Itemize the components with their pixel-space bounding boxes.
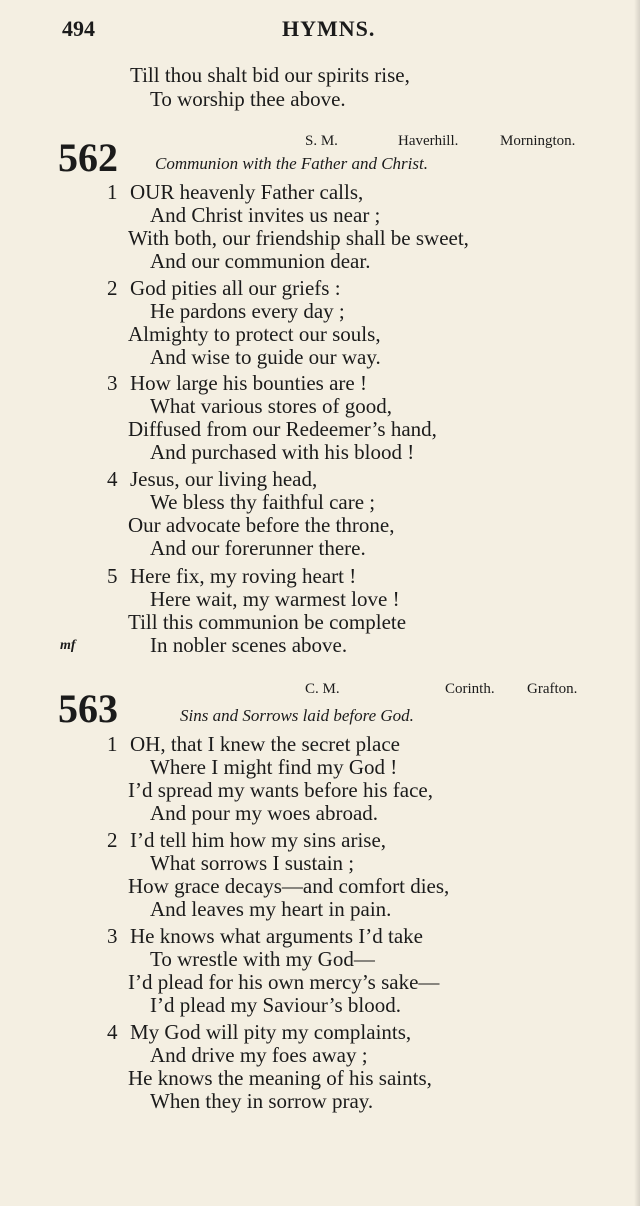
- verse-line: Here fix, my roving heart !: [130, 564, 357, 588]
- verse-line: I’d tell him how my sins arise,: [130, 828, 387, 852]
- verse-line: And our communion dear.: [150, 249, 371, 273]
- verse-number: 1: [107, 180, 118, 204]
- verse-line: How grace decays—and comfort dies,: [128, 874, 450, 898]
- page-number: 494: [62, 16, 95, 41]
- hymn-meter: C. M.: [305, 681, 340, 697]
- verse-line: My God will pity my complaints,: [130, 1020, 412, 1044]
- verse-line: God pities all our griefs :: [130, 276, 341, 300]
- verse-line: To wrestle with my God—: [150, 947, 375, 971]
- verse-number: 4: [107, 467, 118, 491]
- verse-number: 1: [107, 732, 118, 756]
- verse-line: Almighty to protect our souls,: [128, 322, 381, 346]
- verse-line: Jesus, our living head,: [130, 467, 318, 491]
- verse-line: And wise to guide our way.: [150, 345, 381, 369]
- verse-number: 2: [107, 276, 118, 300]
- verse-line: He knows what arguments I’d take: [130, 924, 423, 948]
- verse-line: With both, our friendship shall be sweet,: [128, 226, 469, 250]
- hymn-subtitle: Sins and Sorrows laid before God.: [180, 706, 414, 725]
- verse-line: What sorrows I sustain ;: [150, 851, 355, 875]
- hymn-number: 563: [58, 686, 118, 731]
- verse-line: And Christ invites us near ;: [150, 203, 381, 227]
- hymn-number: 562: [58, 135, 118, 180]
- verse-line: And drive my foes away ;: [150, 1043, 368, 1067]
- verse-line: What various stores of good,: [150, 394, 393, 418]
- verse-line: I’d plead for his own mercy’s sake—: [128, 970, 440, 994]
- intro-line: To worship thee above.: [150, 87, 346, 111]
- verse-line: When they in sorrow pray.: [150, 1089, 374, 1113]
- verse-line: He pardons every day ;: [150, 299, 345, 323]
- tune-name: Grafton.: [527, 681, 578, 697]
- tune-name: Mornington.: [500, 133, 576, 149]
- verse-line: Where I might find my God !: [150, 755, 398, 779]
- verse-line: And our forerunner there.: [150, 536, 366, 560]
- verse-line: And purchased with his blood !: [150, 440, 415, 464]
- verse-line: Till this communion be complete: [128, 610, 407, 634]
- verse-line: And leaves my heart in pain.: [150, 897, 392, 921]
- verse-number: 3: [107, 924, 118, 948]
- dynamic-mark: mf: [60, 638, 76, 653]
- verse-line: Diffused from our Redeemer’s hand,: [128, 417, 437, 441]
- verse-line: OUR heavenly Father calls,: [130, 180, 364, 204]
- verse-line: Our advocate before the throne,: [128, 513, 395, 537]
- page-edge-shadow: [634, 0, 640, 1206]
- verse-line: OH, that I knew the secret place: [130, 732, 400, 756]
- verse-line: In nobler scenes above.: [150, 633, 348, 657]
- verse-line: I’d spread my wants before his face,: [128, 778, 433, 802]
- hymn-subtitle: Communion with the Father and Christ.: [155, 154, 428, 173]
- verse-number: 5: [107, 564, 118, 588]
- intro-line: Till thou shalt bid our spirits rise,: [130, 63, 410, 87]
- verse-line: Here wait, my warmest love !: [150, 587, 400, 611]
- verse-number: 2: [107, 828, 118, 852]
- tune-name: Haverhill.: [398, 133, 459, 149]
- verse-line: How large his bounties are !: [130, 371, 367, 395]
- tune-name: Corinth.: [445, 681, 495, 697]
- verse-line: He knows the meaning of his saints,: [128, 1066, 432, 1090]
- verse-number: 4: [107, 1020, 118, 1044]
- verse-line: We bless thy faithful care ;: [150, 490, 376, 514]
- running-title: HYMNS.: [282, 16, 376, 41]
- verse-line: And pour my woes abroad.: [150, 801, 379, 825]
- verse-number: 3: [107, 371, 118, 395]
- verse-line: I’d plead my Saviour’s blood.: [150, 993, 401, 1017]
- hymn-meter: S. M.: [305, 133, 338, 149]
